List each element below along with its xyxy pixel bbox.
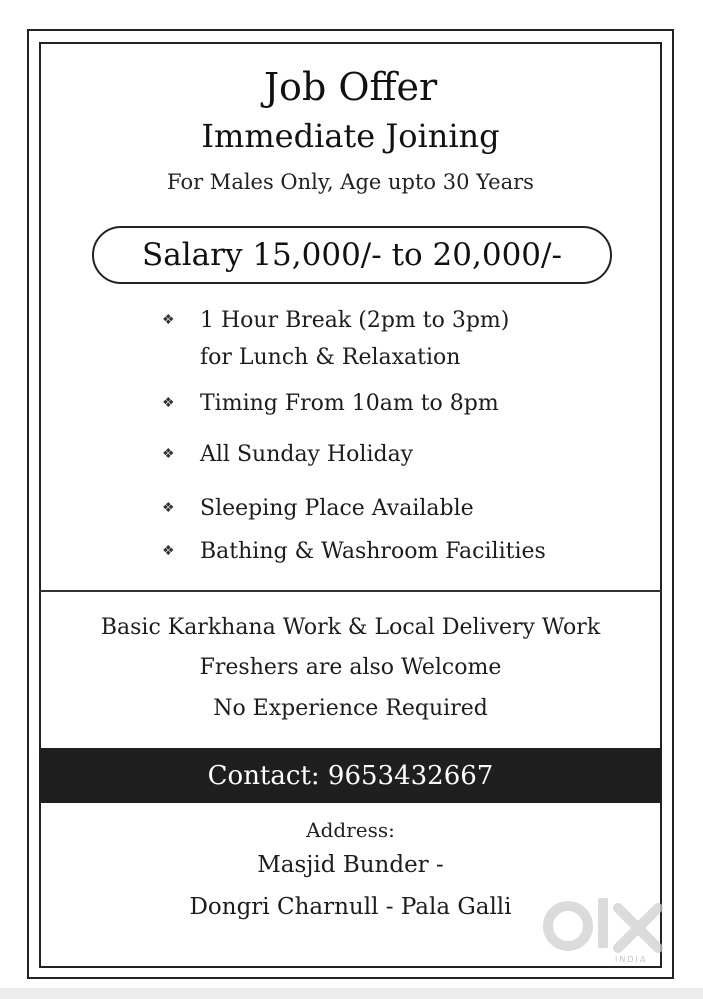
- salary-badge: Salary 15,000/- to 20,000/-: [92, 226, 612, 284]
- benefit-item: [160, 302, 509, 376]
- address-label: Address:: [306, 818, 395, 842]
- olx-watermark-logo: [540, 890, 670, 960]
- page-bottom-strip: [0, 988, 703, 999]
- section-divider: [39, 590, 662, 592]
- diamond-bullet-icon: ❖: [162, 446, 175, 462]
- contact-bar: Contact: 9653432667: [39, 748, 662, 803]
- benefit-text: Bathing & Washroom Facilities: [200, 539, 546, 564]
- eligibility-text: For Males Only, Age upto 30 Years: [167, 170, 534, 194]
- page-subtitle: Immediate Joining: [201, 117, 500, 155]
- freshers-note: Freshers are also Welcome: [199, 655, 502, 680]
- benefit-text: Timing From 10am to 8pm: [200, 391, 499, 416]
- benefit-text: for Lunch & Relaxation: [200, 345, 461, 370]
- diamond-bullet-icon: ❖: [162, 543, 175, 559]
- experience-note: No Experience Required: [213, 696, 488, 721]
- diamond-bullet-icon: ❖: [162, 500, 175, 516]
- benefit-text: All Sunday Holiday: [200, 442, 414, 467]
- diamond-bullet-icon: ❖: [162, 312, 175, 328]
- benefit-text: 1 Hour Break (2pm to 3pm): [200, 308, 510, 333]
- benefit-text: Sleeping Place Available: [200, 496, 474, 521]
- watermark-sub: INDIA: [615, 955, 648, 964]
- benefit-item: [160, 490, 474, 527]
- address-line: Masjid Bunder -: [257, 852, 444, 878]
- address-line: Dongri Charnull - Pala Galli: [189, 894, 512, 920]
- work-description: Basic Karkhana Work & Local Delivery Work: [100, 615, 601, 640]
- benefit-item: [160, 436, 413, 473]
- benefit-item: [160, 533, 546, 570]
- benefit-item: [160, 385, 499, 422]
- diamond-bullet-icon: ❖: [162, 395, 175, 411]
- page-title: Job Offer: [263, 65, 438, 109]
